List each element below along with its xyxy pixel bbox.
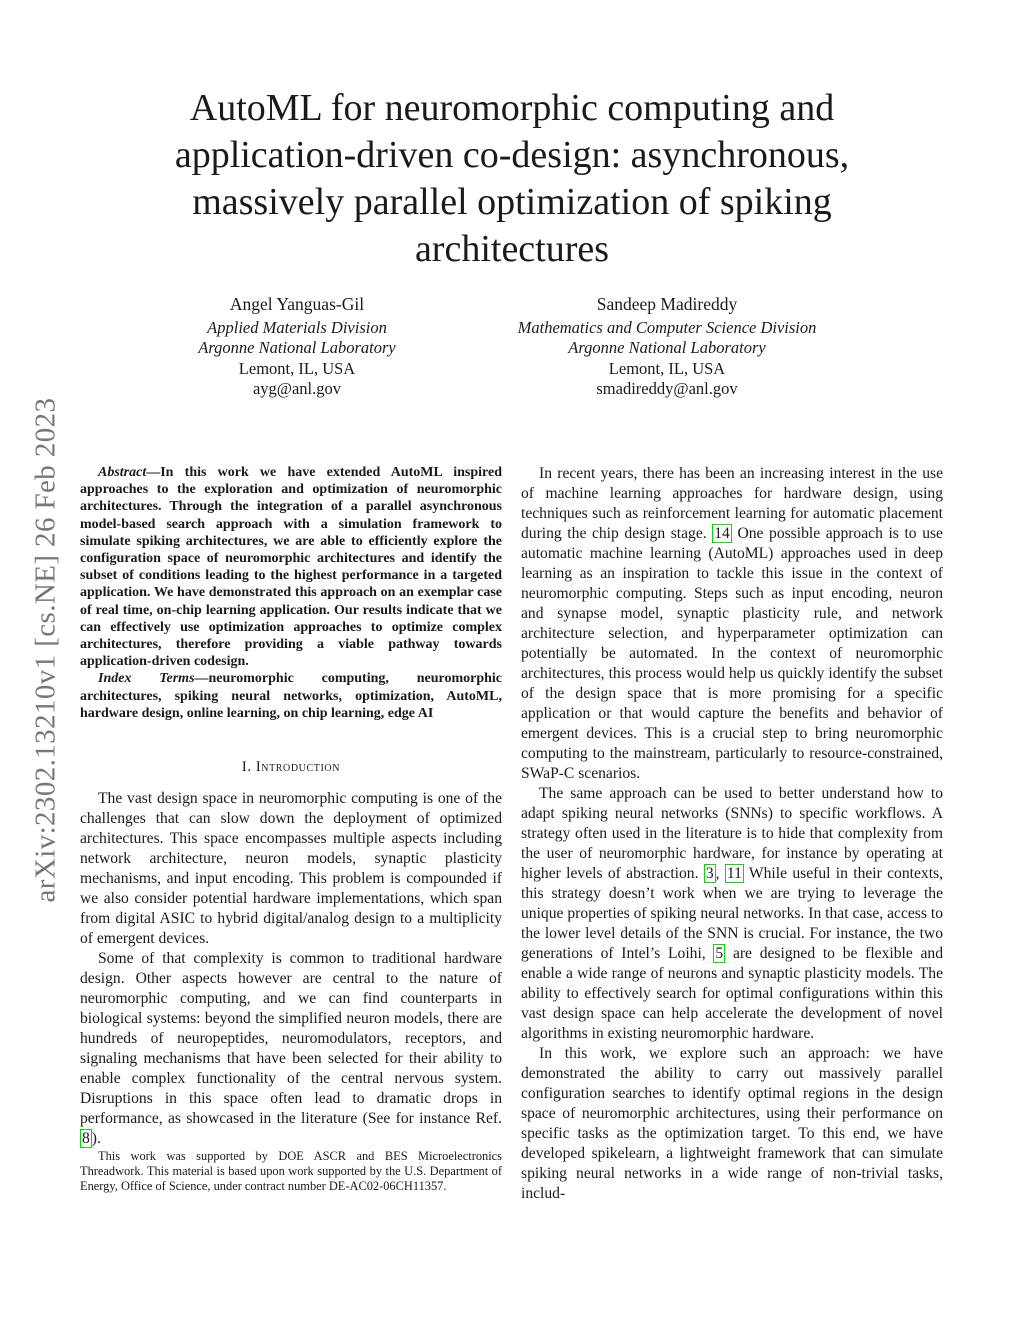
author-name: Sandeep Madireddy — [596, 294, 738, 314]
intro-paragraph-3 — [521, 464, 943, 784]
intro-paragraph-2 — [80, 949, 502, 1149]
right-column — [521, 464, 943, 1204]
index-terms-label: Index Terms — [98, 671, 195, 687]
citation-link[interactable]: 5 — [715, 945, 724, 962]
paragraph-text: In recent years, there has been an increasing interest in the use of machine learning approaches for hardware design, using techniques such as reinforcement learning for automatic placement during the chip design stage. — [521, 465, 943, 542]
paragraph-text: One possible approach is to use automatic machine learning (AutoML) approaches used in deep learning as an inspiration to tackle this issue in the context of neuromorphic computing. Steps such as input encoding, neuron and synapse model, synaptic plasticity rule, and network architecture selection, and hyperparameter optimization can potentially be automated. In the context of neuromorphic architectures, this process would help us quickly identify the subset of the design space that is more promising for a specific application or that would capture the benefits and behavior of emergent devices. This is a crucial step to bring neuromorphic computing to the mainstream, particularly to resource-constrained, SWaP-C scenarios. — [521, 525, 943, 782]
abstract — [80, 464, 502, 670]
section-number: I. — [241, 759, 256, 776]
intro-paragraph-1: The vast design space in neuromorphic computing is one of the challenges that can slow down the deployment of optimized architectures. This space encompasses multiple aspects including network architecture, neuron models, synaptic plasticity mechanisms, and input encoding. This problem is compounded if we also consider potential hardware implementations, which span from digital ASIC to hybrid digital/analog design to a multiplicity of emergent devices. — [80, 790, 502, 948]
author-email: ayg@anl.gov — [252, 379, 342, 398]
author-lab: Argonne National Laboratory — [198, 338, 396, 357]
citation-link[interactable]: 3 — [705, 865, 714, 882]
paragraph-text: ). — [91, 1130, 101, 1148]
paragraph-text: Some of that complexity is common to traditional hardware design. Other aspects however are central to the nature of neuromorphic computing, and we can find counterparts in biological systems: beyond the simplified neuron models, there are hundreds of neuropeptides, neuromodulators, receptors, and signaling mechanisms that have been selected for their ability to enable complex functionality of the central nervous system. Disruptions in this space often lead to dramatic drops in performance, as showcased in the literature (See for instance Ref. — [80, 950, 502, 1128]
citation-link[interactable]: 14 — [714, 525, 730, 542]
paragraph-text: , — [715, 865, 725, 882]
abstract-label: Abstract — [98, 465, 147, 480]
arxiv-identifier-text: arXiv:2302.13210v1 [cs.NE] 26 Feb 2023 — [29, 397, 62, 903]
arxiv-identifier-stamp — [0, 0, 62, 903]
paragraph-text: are designed to be flexible and enable a wide range of neurons and synaptic plasticity models. The ability to effectively search for optimal configurations within this vast design space can help accelerate the development of novel algorithms in existing neuromorphic hardware. — [521, 945, 943, 1042]
paragraph-text: While useful in their contexts, this strategy doesn’t work when we are trying to leverage the unique properties of spiking neural networks. In that case, access to the lower level details of the SNN is crucial. For instance, the two generations of Intel’s Loihi, — [521, 865, 944, 962]
intro-paragraph-4 — [521, 784, 943, 1044]
index-terms-text: —neuromorphic computing, neuromorphic architectures, spiking neural networks, optimization, AutoML, hardware design, online learning, on chip learning, edge AI — [80, 671, 502, 721]
left-column — [80, 464, 502, 1194]
funding-footnote: This work was supported by DOE ASCR and BES Microelectronics Threadwork. This material is based upon work supported by the U.S. Department of Energy, Office of Science, under contract number DE-AC02-06CH11357. — [80, 1149, 502, 1194]
author-location: Lemont, IL, USA — [238, 358, 356, 378]
author-block-1 — [127, 294, 467, 400]
section-title-text: Introduction — [255, 759, 341, 776]
intro-paragraph-5: In this work, we explore such an approach: we have demonstrated the ability to carry out massively parallel configuration searches to identify optimal regions in the design space of neuromorphic architectures, using their performance on specific tasks as the optimization target. To this end, we have developed spikelearn, a lightweight framework that can simulate spiking neural networks in a wide range of non-trivial tasks, includ- — [521, 1045, 943, 1202]
citation-link[interactable]: 11 — [726, 865, 742, 882]
paragraph-text: The same approach can be used to better understand how to adapt spiking neural networks (SNNs) to specific workflows. A strategy often used in the literature is to hide that complexity from the user of neuromorphic hardware, for instance by operating at higher levels of abstraction. — [521, 785, 943, 882]
author-division: Applied Materials Division — [207, 317, 387, 337]
author-email: smadireddy@anl.gov — [596, 379, 738, 398]
author-lab: Argonne National Laboratory — [568, 338, 766, 357]
author-block-2 — [497, 294, 837, 400]
author-name: Angel Yanguas-Gil — [229, 294, 365, 314]
author-location: Lemont, IL, USA — [608, 358, 726, 378]
section-heading-introduction — [80, 757, 502, 777]
paper-title: AutoML for neuromorphic computing and application-driven co-design: asynchronous, massively parallel optimization of spiking architectures — [174, 87, 850, 270]
abstract-text: —In this work we have extended AutoML inspired approaches to the exploration and optimization of neuromorphic architectures. Through the integration of a parallel asynchronous model-based search approach with a simulation framework to simulate spiking architectures, we are able to efficiently explore the configuration space of neuromorphic architectures and identify the subset of conditions leading to the highest performance in a targeted application. We have demonstrated this approach on an exemplar case of real time, on-chip learning application. Our results indicate that we can effectively use optimization approaches to optimize complex architectures, therefore providing a viable pathway towards application-driven codesign. — [80, 465, 502, 670]
citation-link[interactable]: 8 — [82, 1130, 90, 1148]
index-terms — [80, 670, 502, 722]
author-division: Mathematics and Computer Science Division — [517, 317, 817, 337]
